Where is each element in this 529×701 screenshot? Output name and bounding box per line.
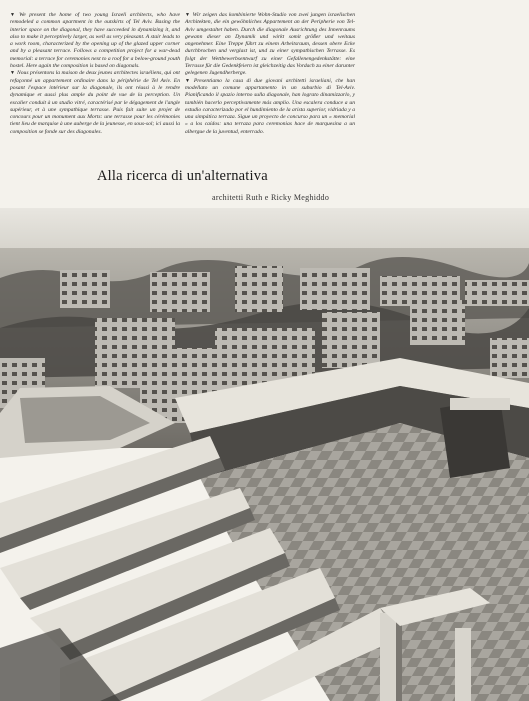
- summary-column-left: [10, 12, 180, 136]
- summary-french: ▼ Nous présentons la maison de deux jeunes architectes israéliens, qui ont refaçonné un appartement ordinaire dans la périphérie de Tel Aviv. En posant l'espace intérieur sur la diagonale, ils ont réussi à le rendre dynamique et aussi plus ample du point de vue de la perception. Un escalier conduit à un studio vitré, caractérisé par le dégagement de l'angle supérieur, et à une sympathique terrasse. Puis fait suite un projet de concours pour un monument aux Morts: une terrasse pour les cérémonies tient lieu de marquise à une auberge de la jeunesse, en sous-sol; ici aussi la composition se fonde sur des diagonales.: [10, 70, 180, 135]
- article-byline: architetti Ruth e Ricky Meghiddo: [212, 193, 330, 202]
- summary-column-right: [185, 12, 355, 136]
- article-title: Alla ricerca di un'alternativa: [97, 168, 268, 184]
- summary-english: ▼ We present the home of two young Israeli architects, who have remodeled a common apartment in the outskirts of Tel Aviv. Basing the interior space on the diagonal, they have succeeded in dynamizing it, and also to make it perceptively larger, as well as very pleasant. A stair leads to a work room, characterized by the opening up of the glazed upper corner and by a pleasant terrace. Follows a competition project for a war-dead memorial: a terrace for ceremonies next to a roof for a below-ground youth hostel. Here again the composition is based on diagonals.: [10, 12, 180, 70]
- summary-german: ▼ Wir zeigen das kombinierte Wohn-Studio von zwei jungen israelischen Architekten, die ein gewöhnliches Appartement an der Peripherie von Tel-Aviv umgestaltet haben. Durch die diagonale Ausrichtung des Innenraums gewann dieser an Dynamik und wirkt somit größer und weitaus angenehmer. Eine Treppe führt zu einem Arbeitsraum, dessen obere Ecke durchbrochen und verglast ist, und zu einer sympathischen Terrasse. Es folgt der Wettbewerbsentwurf zu einer Gefallenengedenkstätte: eine Terrasse für die Gedenkfeiern ist gleichzeitig das Vordach zu einer darunter gelegenen Jugendherberge.: [185, 12, 355, 77]
- rooftop-terrace-photo: [0, 208, 529, 701]
- summary-spanish: ▼ Presentiamo la casa di due giovani architetti israeliani, che han modellato un comune appartamento in un suburbio di Tel-Aviv. Pianificando il spazio interno sulla diagonale, han lograto dinamizzarlo, y también hacerlo perceptivamente más amplio. Una escalera conduce a un estudio caracterizado por el hundimiento de la arista superior, vidriada y a una simpática terraza. Sigue un proyecto de concurso para un « memorial » a los caídos: una terraza para ceremonias hace de marquesina a un albergue de la juventud, enterrado.: [185, 77, 356, 135]
